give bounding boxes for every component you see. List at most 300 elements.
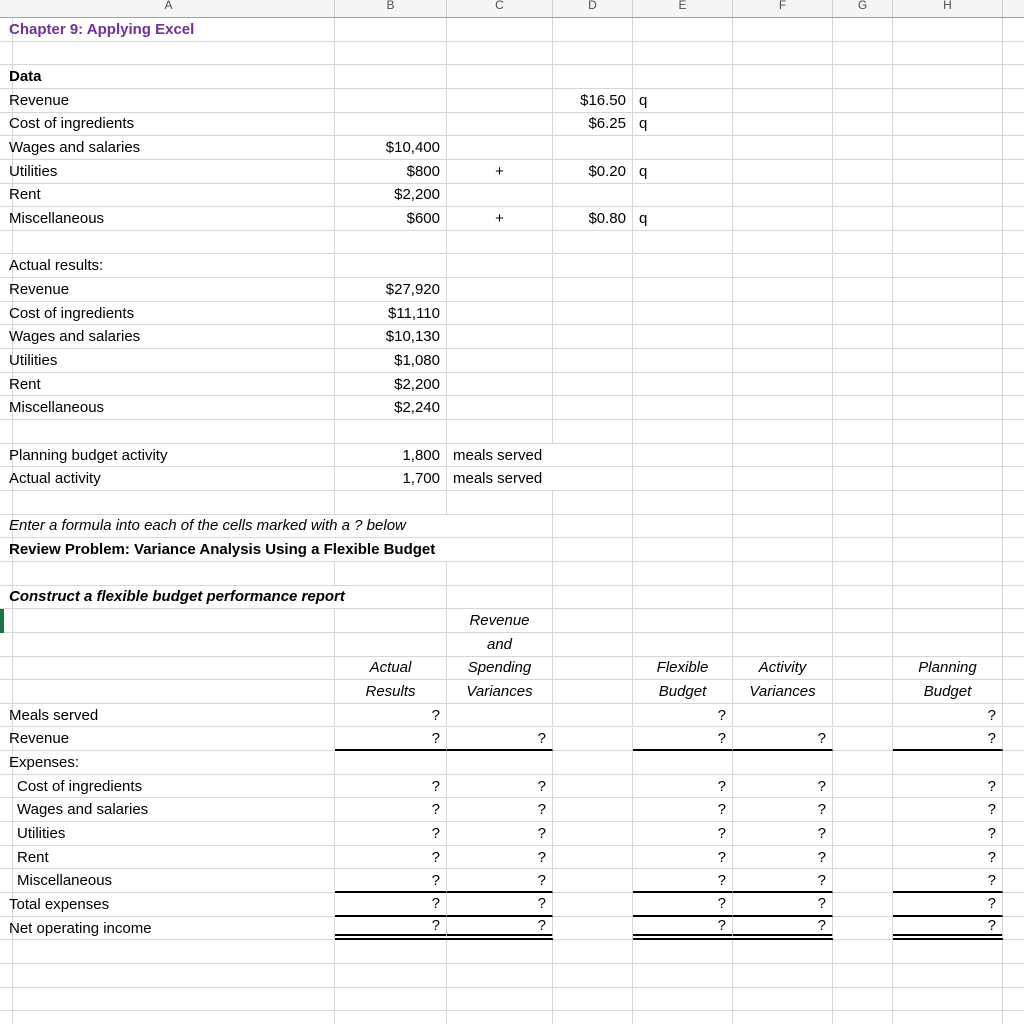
cell-E4[interactable]: q: [633, 89, 733, 113]
cell-C40[interactable]: [447, 940, 553, 964]
cell-E25[interactable]: [633, 586, 733, 610]
cell-H21[interactable]: [893, 491, 1003, 515]
cell-I25[interactable]: [1003, 586, 1024, 610]
cell-G25[interactable]: [833, 586, 893, 610]
cell-I37[interactable]: [1003, 869, 1024, 893]
cell-H18[interactable]: [893, 420, 1003, 444]
cell-C9[interactable]: +: [447, 207, 553, 231]
cell-F1[interactable]: [733, 18, 833, 42]
cell-F29[interactable]: Variances: [733, 680, 833, 704]
cell-B11[interactable]: [335, 255, 447, 279]
cell-I38[interactable]: [1003, 893, 1024, 917]
cell-B10[interactable]: [335, 231, 447, 255]
cell-A5[interactable]: Cost of ingredients: [3, 113, 335, 137]
cell-A20[interactable]: Actual activity: [3, 467, 335, 491]
cell-D16[interactable]: [553, 373, 633, 397]
cell-F26[interactable]: [733, 609, 833, 633]
cell-H38[interactable]: ?: [893, 893, 1003, 917]
cell-F32[interactable]: [733, 751, 833, 775]
cell-G20[interactable]: [833, 467, 893, 491]
cell-C2[interactable]: [447, 42, 553, 66]
cell-B24[interactable]: [335, 562, 447, 586]
cell-D23[interactable]: [553, 538, 633, 562]
cell-G6[interactable]: [833, 136, 893, 160]
cell-D38[interactable]: [553, 893, 633, 917]
cell-B36[interactable]: ?: [335, 846, 447, 870]
cell-C20[interactable]: meals served: [447, 467, 633, 491]
cell-H5[interactable]: [893, 113, 1003, 137]
cell-E29[interactable]: Budget: [633, 680, 733, 704]
cell-G9[interactable]: [833, 207, 893, 231]
cell-F41[interactable]: [733, 964, 833, 988]
cell-E23[interactable]: [633, 538, 733, 562]
cell-D21[interactable]: [553, 491, 633, 515]
cell-A17[interactable]: Miscellaneous: [3, 396, 335, 420]
cell-G7[interactable]: [833, 160, 893, 184]
cell-H32[interactable]: [893, 751, 1003, 775]
cell-F14[interactable]: [733, 325, 833, 349]
cell-B19[interactable]: 1,800: [335, 444, 447, 468]
cell-A22[interactable]: Enter a formula into each of the cells marked with a ? below: [3, 515, 553, 539]
cell-E21[interactable]: [633, 491, 733, 515]
cell-A43[interactable]: [3, 1011, 335, 1024]
cell-B21[interactable]: [335, 491, 447, 515]
cell-E10[interactable]: [633, 231, 733, 255]
cell-A15[interactable]: Utilities: [3, 349, 335, 373]
cell-H24[interactable]: [893, 562, 1003, 586]
cell-A18[interactable]: [3, 420, 335, 444]
cell-G27[interactable]: [833, 633, 893, 657]
cell-D36[interactable]: [553, 846, 633, 870]
cell-F2[interactable]: [733, 42, 833, 66]
cell-D14[interactable]: [553, 325, 633, 349]
cell-F23[interactable]: [733, 538, 833, 562]
cell-G5[interactable]: [833, 113, 893, 137]
cell-B9[interactable]: $600: [335, 207, 447, 231]
cell-H36[interactable]: ?: [893, 846, 1003, 870]
cell-F5[interactable]: [733, 113, 833, 137]
cell-F39[interactable]: ?: [733, 917, 833, 941]
cell-D40[interactable]: [553, 940, 633, 964]
cell-D42[interactable]: [553, 988, 633, 1012]
cell-G37[interactable]: [833, 869, 893, 893]
cell-I7[interactable]: [1003, 160, 1024, 184]
cell-E12[interactable]: [633, 278, 733, 302]
cell-B30[interactable]: ?: [335, 704, 447, 728]
cell-E43[interactable]: [633, 1011, 733, 1024]
cell-A33[interactable]: Cost of ingredients: [3, 775, 335, 799]
cell-A36[interactable]: Rent: [3, 846, 335, 870]
cell-A35[interactable]: Utilities: [3, 822, 335, 846]
cell-A1[interactable]: Chapter 9: Applying Excel: [3, 18, 335, 42]
cell-G10[interactable]: [833, 231, 893, 255]
cell-G17[interactable]: [833, 396, 893, 420]
cell-D12[interactable]: [553, 278, 633, 302]
cell-B16[interactable]: $2,200: [335, 373, 447, 397]
cell-A3[interactable]: Data: [3, 65, 335, 89]
cell-A42[interactable]: [3, 988, 335, 1012]
cell-A23[interactable]: Review Problem: Variance Analysis Using a Flexible Budget: [3, 538, 553, 562]
cell-A7[interactable]: Utilities: [3, 160, 335, 184]
cell-C18[interactable]: [447, 420, 553, 444]
cell-A37[interactable]: Miscellaneous: [3, 869, 335, 893]
cell-D28[interactable]: [553, 657, 633, 681]
cell-G1[interactable]: [833, 18, 893, 42]
cell-F7[interactable]: [733, 160, 833, 184]
cell-D24[interactable]: [553, 562, 633, 586]
cell-F21[interactable]: [733, 491, 833, 515]
cell-H10[interactable]: [893, 231, 1003, 255]
cell-A38[interactable]: Total expenses: [3, 893, 335, 917]
cell-F31[interactable]: ?: [733, 728, 833, 752]
cell-E22[interactable]: [633, 515, 733, 539]
cell-D13[interactable]: [553, 302, 633, 326]
cell-E26[interactable]: [633, 609, 733, 633]
cell-H3[interactable]: [893, 65, 1003, 89]
cell-F27[interactable]: [733, 633, 833, 657]
cell-G41[interactable]: [833, 964, 893, 988]
cell-C37[interactable]: ?: [447, 869, 553, 893]
cell-B31[interactable]: ?: [335, 728, 447, 752]
cell-H37[interactable]: ?: [893, 869, 1003, 893]
cell-G15[interactable]: [833, 349, 893, 373]
cell-G35[interactable]: [833, 822, 893, 846]
cell-G28[interactable]: [833, 657, 893, 681]
cell-A13[interactable]: Cost of ingredients: [3, 302, 335, 326]
cell-B33[interactable]: ?: [335, 775, 447, 799]
column-header-A[interactable]: [3, 0, 335, 17]
cell-A31[interactable]: Revenue: [3, 728, 335, 752]
cell-H4[interactable]: [893, 89, 1003, 113]
cell-I40[interactable]: [1003, 940, 1024, 964]
cell-G29[interactable]: [833, 680, 893, 704]
cell-E8[interactable]: [633, 184, 733, 208]
cell-G8[interactable]: [833, 184, 893, 208]
cell-B37[interactable]: ?: [335, 869, 447, 893]
cell-G43[interactable]: [833, 1011, 893, 1024]
cell-F19[interactable]: [733, 444, 833, 468]
cell-H27[interactable]: [893, 633, 1003, 657]
cell-B3[interactable]: [335, 65, 447, 89]
cell-C7[interactable]: +: [447, 160, 553, 184]
cell-B2[interactable]: [335, 42, 447, 66]
cell-E42[interactable]: [633, 988, 733, 1012]
cell-A34[interactable]: Wages and salaries: [3, 798, 335, 822]
cell-H26[interactable]: [893, 609, 1003, 633]
cell-D15[interactable]: [553, 349, 633, 373]
cell-G40[interactable]: [833, 940, 893, 964]
cell-I43[interactable]: [1003, 1011, 1024, 1024]
cell-B42[interactable]: [335, 988, 447, 1012]
cell-I10[interactable]: [1003, 231, 1024, 255]
cell-I6[interactable]: [1003, 136, 1024, 160]
cell-D3[interactable]: [553, 65, 633, 89]
cell-D30[interactable]: [553, 704, 633, 728]
cell-D22[interactable]: [553, 515, 633, 539]
cell-C4[interactable]: [447, 89, 553, 113]
cell-C25[interactable]: [447, 586, 553, 610]
cell-D32[interactable]: [553, 751, 633, 775]
cell-C5[interactable]: [447, 113, 553, 137]
cell-F11[interactable]: [733, 255, 833, 279]
cell-I12[interactable]: [1003, 278, 1024, 302]
cell-I13[interactable]: [1003, 302, 1024, 326]
cell-C3[interactable]: [447, 65, 553, 89]
cell-D37[interactable]: [553, 869, 633, 893]
cell-F34[interactable]: ?: [733, 798, 833, 822]
cell-C17[interactable]: [447, 396, 553, 420]
cell-B4[interactable]: [335, 89, 447, 113]
cell-F8[interactable]: [733, 184, 833, 208]
cell-G21[interactable]: [833, 491, 893, 515]
cell-D17[interactable]: [553, 396, 633, 420]
cell-G36[interactable]: [833, 846, 893, 870]
cell-E6[interactable]: [633, 136, 733, 160]
column-header-G[interactable]: [833, 0, 893, 17]
cell-H14[interactable]: [893, 325, 1003, 349]
cell-C21[interactable]: [447, 491, 553, 515]
cell-H30[interactable]: ?: [893, 704, 1003, 728]
cell-F15[interactable]: [733, 349, 833, 373]
cell-F40[interactable]: [733, 940, 833, 964]
cell-F9[interactable]: [733, 207, 833, 231]
cell-F25[interactable]: [733, 586, 833, 610]
cell-H15[interactable]: [893, 349, 1003, 373]
cell-I41[interactable]: [1003, 964, 1024, 988]
cell-A21[interactable]: [3, 491, 335, 515]
cell-B29[interactable]: Results: [335, 680, 447, 704]
cell-I19[interactable]: [1003, 444, 1024, 468]
cell-B1[interactable]: [335, 18, 447, 42]
cell-E3[interactable]: [633, 65, 733, 89]
cell-B5[interactable]: [335, 113, 447, 137]
cell-E27[interactable]: [633, 633, 733, 657]
cell-H31[interactable]: ?: [893, 728, 1003, 752]
cell-F3[interactable]: [733, 65, 833, 89]
cell-I39[interactable]: [1003, 917, 1024, 941]
cell-E13[interactable]: [633, 302, 733, 326]
cell-H6[interactable]: [893, 136, 1003, 160]
cell-E33[interactable]: ?: [633, 775, 733, 799]
cell-C6[interactable]: [447, 136, 553, 160]
column-header-H[interactable]: [893, 0, 1003, 17]
cell-A24[interactable]: [3, 562, 335, 586]
cell-G31[interactable]: [833, 728, 893, 752]
cell-H19[interactable]: [893, 444, 1003, 468]
cell-F30[interactable]: [733, 704, 833, 728]
cell-E5[interactable]: q: [633, 113, 733, 137]
cell-G4[interactable]: [833, 89, 893, 113]
cell-B41[interactable]: [335, 964, 447, 988]
column-header-F[interactable]: [733, 0, 833, 17]
cell-I3[interactable]: [1003, 65, 1024, 89]
cell-E24[interactable]: [633, 562, 733, 586]
cell-I18[interactable]: [1003, 420, 1024, 444]
cell-G23[interactable]: [833, 538, 893, 562]
cell-F22[interactable]: [733, 515, 833, 539]
cell-C12[interactable]: [447, 278, 553, 302]
cell-A28[interactable]: [3, 657, 335, 681]
cell-D2[interactable]: [553, 42, 633, 66]
cell-D41[interactable]: [553, 964, 633, 988]
cell-H39[interactable]: ?: [893, 917, 1003, 941]
cell-E30[interactable]: ?: [633, 704, 733, 728]
cell-E35[interactable]: ?: [633, 822, 733, 846]
cell-C16[interactable]: [447, 373, 553, 397]
cell-I27[interactable]: [1003, 633, 1024, 657]
cell-D11[interactable]: [553, 255, 633, 279]
cell-H33[interactable]: ?: [893, 775, 1003, 799]
cell-E40[interactable]: [633, 940, 733, 964]
cell-H16[interactable]: [893, 373, 1003, 397]
cell-D7[interactable]: $0.20: [553, 160, 633, 184]
cell-E20[interactable]: [633, 467, 733, 491]
cell-D1[interactable]: [553, 18, 633, 42]
cell-G32[interactable]: [833, 751, 893, 775]
cell-B12[interactable]: $27,920: [335, 278, 447, 302]
cell-D6[interactable]: [553, 136, 633, 160]
cell-E16[interactable]: [633, 373, 733, 397]
cell-H22[interactable]: [893, 515, 1003, 539]
cell-F12[interactable]: [733, 278, 833, 302]
cell-H17[interactable]: [893, 396, 1003, 420]
cell-F38[interactable]: ?: [733, 893, 833, 917]
cell-F43[interactable]: [733, 1011, 833, 1024]
cell-G19[interactable]: [833, 444, 893, 468]
cell-E7[interactable]: q: [633, 160, 733, 184]
column-header-B[interactable]: [335, 0, 447, 17]
cell-I42[interactable]: [1003, 988, 1024, 1012]
cell-F36[interactable]: ?: [733, 846, 833, 870]
cell-B39[interactable]: ?: [335, 917, 447, 941]
cell-E2[interactable]: [633, 42, 733, 66]
cell-I21[interactable]: [1003, 491, 1024, 515]
cell-C15[interactable]: [447, 349, 553, 373]
cell-C38[interactable]: ?: [447, 893, 553, 917]
cell-A16[interactable]: Rent: [3, 373, 335, 397]
cell-E31[interactable]: ?: [633, 728, 733, 752]
cell-G3[interactable]: [833, 65, 893, 89]
cell-B17[interactable]: $2,240: [335, 396, 447, 420]
cell-A25[interactable]: Construct a flexible budget performance report: [3, 586, 447, 610]
cell-D10[interactable]: [553, 231, 633, 255]
cell-C32[interactable]: [447, 751, 553, 775]
cell-F18[interactable]: [733, 420, 833, 444]
cell-G39[interactable]: [833, 917, 893, 941]
cell-H9[interactable]: [893, 207, 1003, 231]
cell-A27[interactable]: [3, 633, 335, 657]
column-header-D[interactable]: [553, 0, 633, 17]
cell-D25[interactable]: [553, 586, 633, 610]
cell-A8[interactable]: Rent: [3, 184, 335, 208]
cell-F42[interactable]: [733, 988, 833, 1012]
cell-H8[interactable]: [893, 184, 1003, 208]
cell-D34[interactable]: [553, 798, 633, 822]
cell-G13[interactable]: [833, 302, 893, 326]
cell-I26[interactable]: [1003, 609, 1024, 633]
cell-G14[interactable]: [833, 325, 893, 349]
cell-H7[interactable]: [893, 160, 1003, 184]
cell-A9[interactable]: Miscellaneous: [3, 207, 335, 231]
cell-I22[interactable]: [1003, 515, 1024, 539]
cell-D4[interactable]: $16.50: [553, 89, 633, 113]
cell-H40[interactable]: [893, 940, 1003, 964]
cell-H42[interactable]: [893, 988, 1003, 1012]
cell-G22[interactable]: [833, 515, 893, 539]
cell-C24[interactable]: [447, 562, 553, 586]
cell-I20[interactable]: [1003, 467, 1024, 491]
cell-D18[interactable]: [553, 420, 633, 444]
cell-D31[interactable]: [553, 728, 633, 752]
cell-B27[interactable]: [335, 633, 447, 657]
cell-B34[interactable]: ?: [335, 798, 447, 822]
cell-D26[interactable]: [553, 609, 633, 633]
cell-B20[interactable]: 1,700: [335, 467, 447, 491]
cell-B18[interactable]: [335, 420, 447, 444]
cell-E38[interactable]: ?: [633, 893, 733, 917]
cell-E14[interactable]: [633, 325, 733, 349]
column-header-E[interactable]: [633, 0, 733, 17]
cell-I29[interactable]: [1003, 680, 1024, 704]
cell-C11[interactable]: [447, 255, 553, 279]
cell-H25[interactable]: [893, 586, 1003, 610]
cell-E28[interactable]: Flexible: [633, 657, 733, 681]
cell-D33[interactable]: [553, 775, 633, 799]
cell-D35[interactable]: [553, 822, 633, 846]
cell-D29[interactable]: [553, 680, 633, 704]
cell-B38[interactable]: ?: [335, 893, 447, 917]
cell-E37[interactable]: ?: [633, 869, 733, 893]
cell-I34[interactable]: [1003, 798, 1024, 822]
cell-C14[interactable]: [447, 325, 553, 349]
cell-B8[interactable]: $2,200: [335, 184, 447, 208]
cell-F4[interactable]: [733, 89, 833, 113]
cell-C34[interactable]: ?: [447, 798, 553, 822]
cell-H11[interactable]: [893, 255, 1003, 279]
cell-I30[interactable]: [1003, 704, 1024, 728]
cell-F16[interactable]: [733, 373, 833, 397]
cell-G42[interactable]: [833, 988, 893, 1012]
cell-F13[interactable]: [733, 302, 833, 326]
cell-C19[interactable]: meals served: [447, 444, 633, 468]
cell-I8[interactable]: [1003, 184, 1024, 208]
cell-B40[interactable]: [335, 940, 447, 964]
cell-F20[interactable]: [733, 467, 833, 491]
cell-A2[interactable]: [3, 42, 335, 66]
cell-B13[interactable]: $11,110: [335, 302, 447, 326]
cell-B32[interactable]: [335, 751, 447, 775]
cell-F24[interactable]: [733, 562, 833, 586]
cell-C41[interactable]: [447, 964, 553, 988]
cell-I1[interactable]: [1003, 18, 1024, 42]
cell-G2[interactable]: [833, 42, 893, 66]
cell-A29[interactable]: [3, 680, 335, 704]
cell-C26[interactable]: Revenue: [447, 609, 553, 633]
cell-H23[interactable]: [893, 538, 1003, 562]
cell-H41[interactable]: [893, 964, 1003, 988]
cell-G38[interactable]: [833, 893, 893, 917]
cell-B43[interactable]: [335, 1011, 447, 1024]
cell-I17[interactable]: [1003, 396, 1024, 420]
cell-G34[interactable]: [833, 798, 893, 822]
cell-C27[interactable]: and: [447, 633, 553, 657]
cell-H12[interactable]: [893, 278, 1003, 302]
cell-F33[interactable]: ?: [733, 775, 833, 799]
cell-I32[interactable]: [1003, 751, 1024, 775]
cell-H43[interactable]: [893, 1011, 1003, 1024]
cell-C30[interactable]: [447, 704, 553, 728]
cell-A10[interactable]: [3, 231, 335, 255]
